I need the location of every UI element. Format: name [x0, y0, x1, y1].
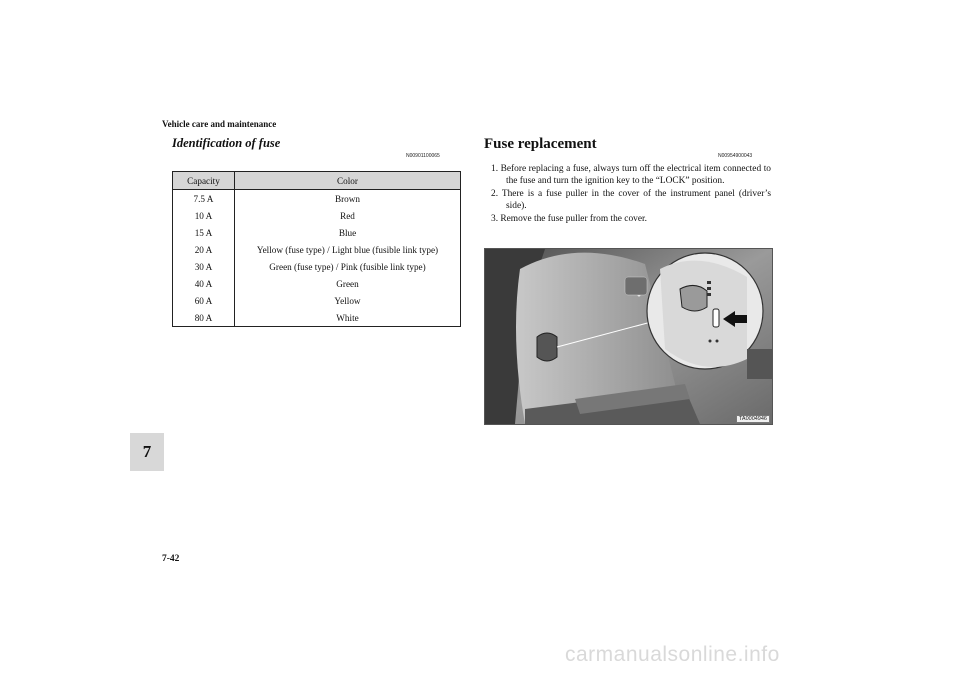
color-cell: Brown	[235, 190, 461, 208]
page-number: 7-42	[162, 554, 180, 564]
capacity-cell: 15 A	[173, 224, 235, 241]
step-item: 3. Remove the fuse puller from the cover.	[491, 213, 647, 224]
capacity-cell: 7.5 A	[173, 190, 235, 208]
color-header: Color	[235, 172, 461, 190]
color-cell: Red	[235, 207, 461, 224]
table-row	[173, 190, 461, 208]
figure-code: TA0004946	[736, 415, 770, 423]
table-row	[173, 207, 461, 224]
fuse-puller-illustration	[484, 248, 773, 425]
color-cell: Yellow	[235, 292, 461, 309]
table-row	[173, 258, 461, 275]
color-cell: Yellow (fuse type) / Light blue (fusible link type)	[235, 241, 461, 258]
table-row	[173, 309, 461, 327]
step-item: 1. Before replacing a fuse, always turn off the electrical item connected to the fuse and turn the ignition key to the “LOCK” position.	[491, 164, 771, 187]
step-item: 2. There is a fuse puller in the cover of the instrument panel (driver’s side).	[491, 188, 771, 212]
fuse-identification-title: Identification of fuse	[172, 136, 281, 150]
fuse-color-table	[172, 171, 461, 327]
color-cell: White	[235, 309, 461, 327]
color-cell: Green	[235, 275, 461, 292]
color-cell: Green (fuse type) / Pink (fusible link type)	[235, 258, 461, 275]
fuse-replacement-title: Fuse replacement	[484, 136, 597, 152]
table-header-row	[173, 172, 461, 190]
replacement-steps	[491, 163, 771, 226]
section-code: N00901100065	[406, 153, 440, 159]
chapter-tab	[130, 433, 164, 471]
section-code: N00954900043	[718, 153, 753, 159]
running-header: Vehicle care and maintenance	[162, 119, 277, 129]
capacity-cell: 80 A	[173, 309, 235, 327]
capacity-header: Capacity	[173, 172, 235, 190]
capacity-cell: 30 A	[173, 258, 235, 275]
table-row	[173, 275, 461, 292]
capacity-cell: 40 A	[173, 275, 235, 292]
capacity-cell: 10 A	[173, 207, 235, 224]
table-row	[173, 292, 461, 309]
dashboard-drawing	[485, 249, 772, 424]
color-cell: Blue	[235, 224, 461, 241]
chapter-number: 7	[142, 442, 152, 461]
capacity-cell: 60 A	[173, 292, 235, 309]
capacity-cell: 20 A	[173, 241, 235, 258]
watermark-footer: carmanualsonline.info	[565, 643, 780, 666]
table-row	[173, 241, 461, 258]
table-row	[173, 224, 461, 241]
